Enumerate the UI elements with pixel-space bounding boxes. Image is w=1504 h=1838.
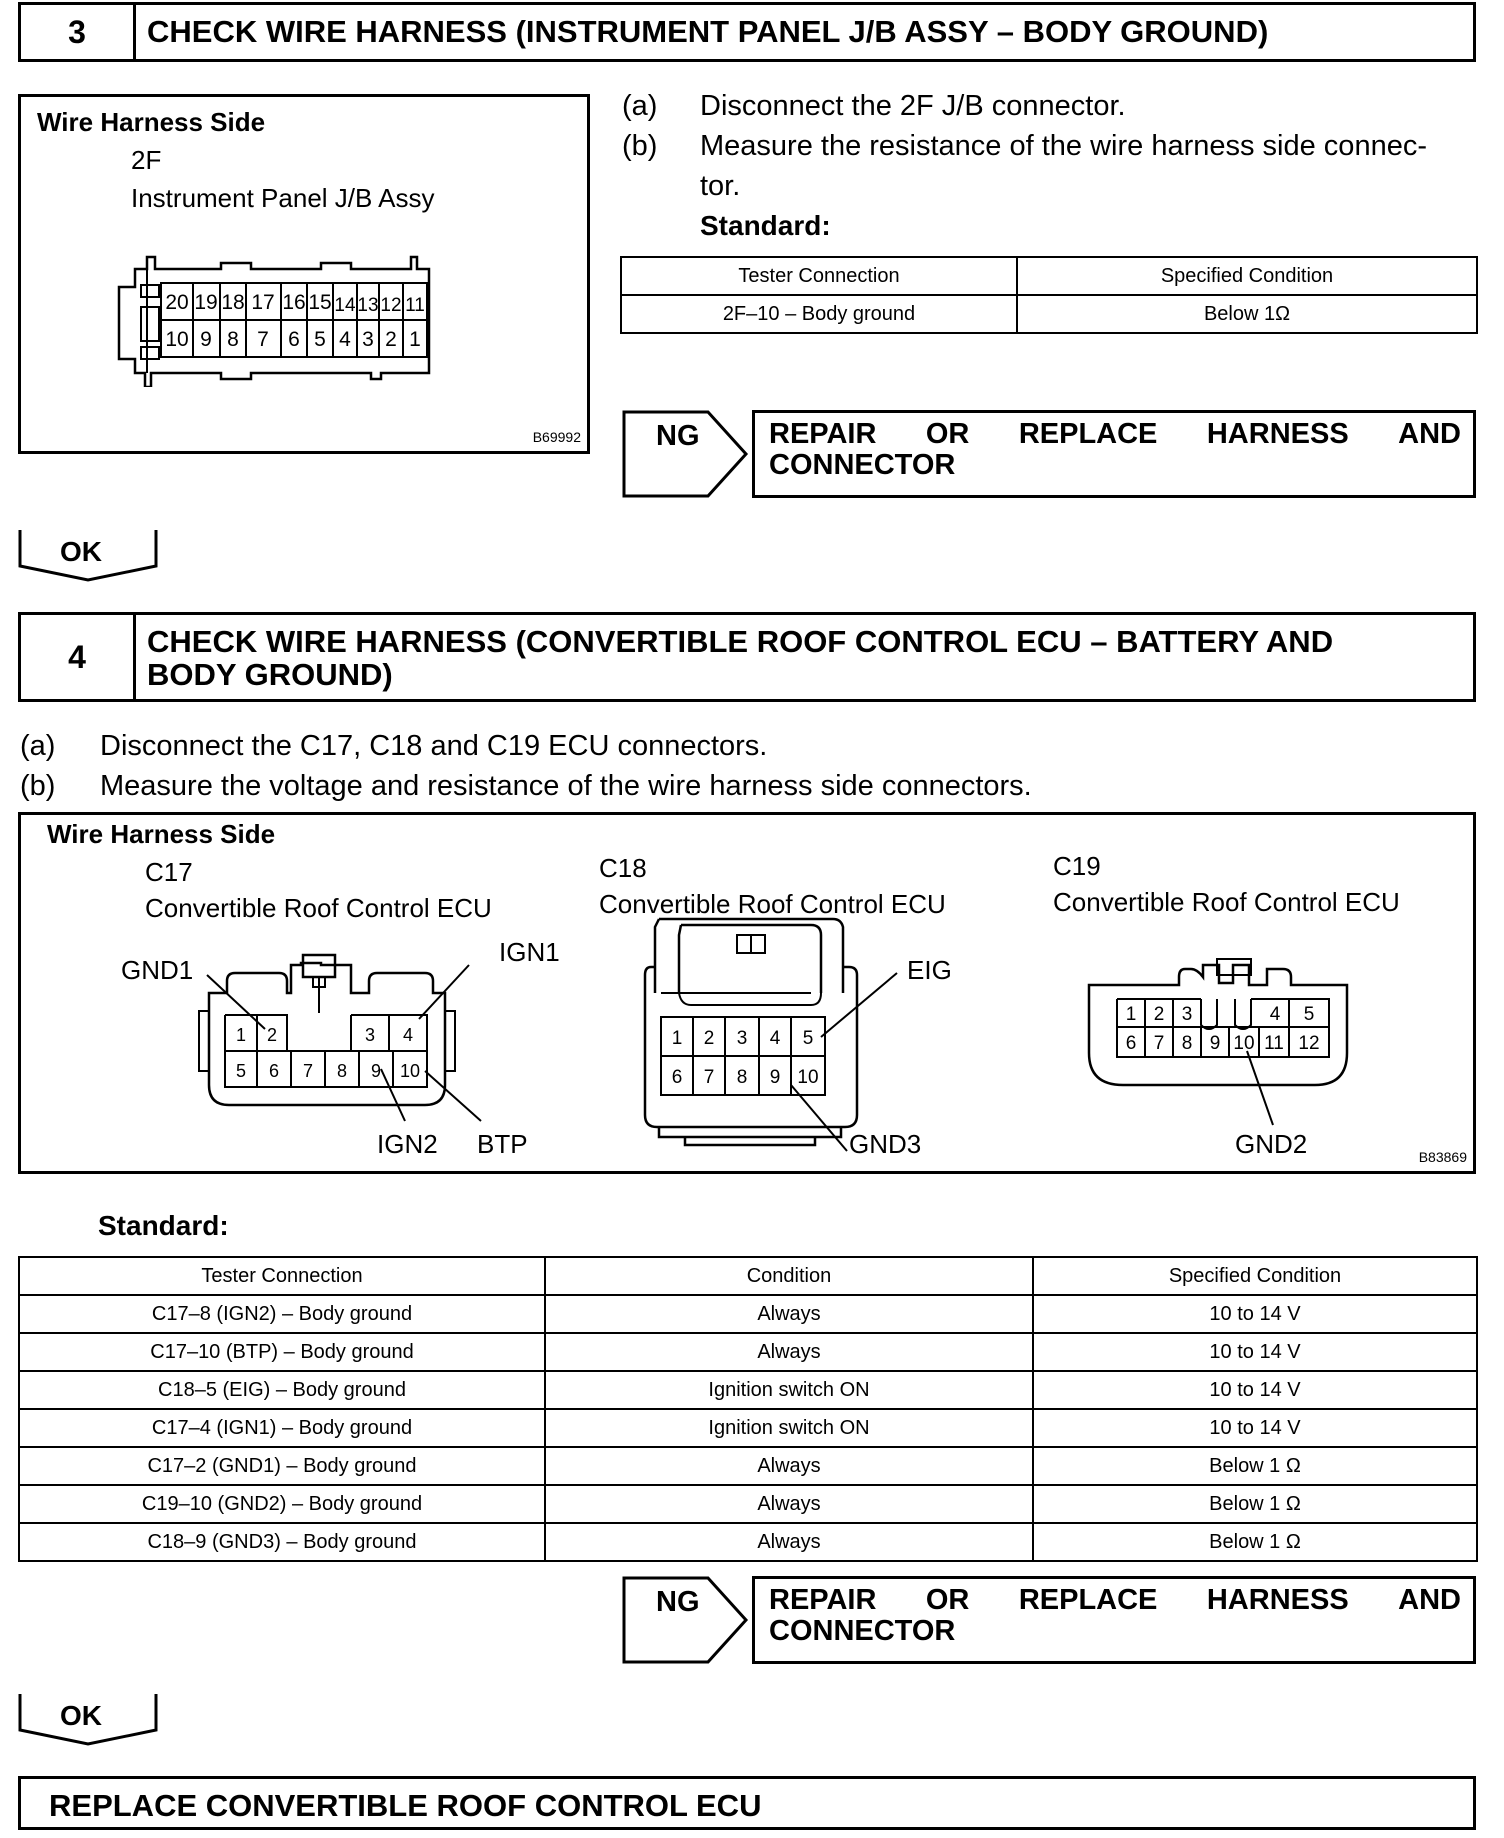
step3-a-text: Disconnect the 2F J/B connector. [700,90,1126,122]
pin-label: 9 [370,1061,382,1081]
step3-number: 3 [21,5,136,59]
pin-label: 6 [268,1061,280,1081]
table-cell: C17–10 (BTP) – Body ground [19,1333,545,1371]
step4-a-text: Disconnect the C17, C18 and C19 ECU connectors. [100,730,768,762]
pin-label: 3 [364,1025,376,1045]
step3-spec-table [620,256,1478,334]
ng-action-word: REPAIR [769,1584,877,1616]
figure-label: Wire Harness Side [37,107,266,137]
final-step-title: REPLACE CONVERTIBLE ROOF CONTROL ECU [49,1788,762,1823]
table-cell: Below 1Ω [1017,295,1477,333]
step4-header [18,612,1476,702]
table-cell: 10 to 14 V [1033,1409,1477,1447]
figure-code: B83869 [1418,1149,1467,1165]
pin-label: 4 [402,1025,414,1045]
pin-label: 8 [336,1061,348,1081]
ng-action-box [752,410,1476,498]
table-cell: Always [545,1485,1033,1523]
table-cell: 10 to 14 V [1033,1371,1477,1409]
connector-c17 [121,937,560,1159]
pin-label: 1 [235,1025,247,1045]
pin-label: 12 [1298,1033,1320,1054]
table-row [19,1447,1477,1485]
pin-label: 5 [802,1028,814,1049]
step4-a-marker: (a) [20,730,56,762]
table-row [19,1485,1477,1523]
step4-figure [18,812,1476,1174]
pin-label: 7 [302,1061,314,1081]
ng-action-word: OR [925,1584,970,1616]
table-cell: Always [545,1523,1033,1561]
pin-label: 6 [288,328,300,351]
c17-name: Convertible Roof Control ECU [145,893,492,923]
c18-code: C18 [599,853,647,883]
ng-action-word: HARNESS [1206,418,1349,450]
table-cell: Below 1 Ω [1033,1485,1477,1523]
step4-title-line1: CHECK WIRE HARNESS (CONVERTIBLE ROOF CONTROL ECU – BATTERY AND [147,624,1334,659]
final-step-box [18,1776,1476,1830]
pin-label: 9 [769,1067,781,1088]
connector-2f-diagram [111,247,531,387]
figure-label: Wire Harness Side [47,819,276,849]
pin-label: 10 [797,1067,819,1088]
callout-ign1: IGN1 [499,937,560,967]
step3-figure [18,94,590,454]
pin-label: 7 [257,328,269,351]
callout-eig: EIG [907,955,952,985]
step4-number: 4 [21,615,136,699]
pin-label: 2 [703,1028,715,1049]
table-cell: C19–10 (GND2) – Body ground [19,1485,545,1523]
ng-label: NG [656,420,700,452]
ng-action-word: AND [1398,418,1461,450]
pin-label: 20 [165,291,189,314]
step3-a-marker: (a) [622,90,658,122]
pin-label: 10 [1233,1033,1255,1054]
pin-label: 5 [235,1061,247,1081]
table-cell: Ignition switch ON [545,1409,1033,1447]
callout-gnd1: GND1 [121,955,194,985]
callout-btp: BTP [477,1129,528,1159]
pin-label: 13 [357,295,379,316]
pin-label: 8 [736,1067,748,1088]
table-cell: Always [545,1295,1033,1333]
table-cell: Always [545,1447,1033,1485]
connector-name: Instrument Panel J/B Assy [131,183,435,213]
ng-action-box [752,1576,1476,1664]
ng-action-word: HARNESS [1206,1584,1349,1616]
pin-label: 19 [194,291,218,314]
callout-ign2: IGN2 [377,1129,438,1159]
pin-label: 3 [1181,1004,1193,1025]
table-cell: C18–5 (EIG) – Body ground [19,1371,545,1409]
step3-title: CHECK WIRE HARNESS (INSTRUMENT PANEL J/B ASSY – BODY GROUND) [147,14,1269,49]
table-header: Tester Connection [621,257,1017,295]
ng-action-word: REPLACE [1018,1584,1158,1616]
step3-header [18,2,1476,62]
c19-code: C19 [1053,851,1101,881]
table-cell: 10 to 14 V [1033,1333,1477,1371]
table-cell: 10 to 14 V [1033,1295,1477,1333]
pin-label: 3 [362,328,374,351]
step3-standard-label: Standard: [700,210,831,241]
pin-label: 6 [671,1067,683,1088]
pin-label: 11 [1264,1033,1284,1054]
ng-action-word: REPLACE [1018,418,1158,450]
table-header: Specified Condition [1033,1257,1477,1295]
callout-gnd3: GND3 [849,1129,922,1159]
pin-label: 8 [1181,1033,1193,1054]
step3-b-text: Measure the resistance of the wire harness side connec- [700,130,1427,162]
table-header: Specified Condition [1017,257,1477,295]
table-row [19,1295,1477,1333]
callout-gnd2: GND2 [1235,1129,1308,1159]
pin-label: 9 [1209,1033,1221,1054]
pin-label: 5 [1303,1004,1315,1025]
pin-label: 4 [1269,1004,1281,1025]
pin-label: 18 [221,291,245,314]
pin-label: 1 [1125,1004,1137,1025]
pin-label: 14 [334,295,356,316]
c18-name: Convertible Roof Control ECU [599,889,946,919]
c17-code: C17 [145,857,193,887]
table-cell: Always [545,1333,1033,1371]
pin-label: 4 [769,1028,781,1049]
pin-label: 4 [339,328,351,351]
pin-label: 5 [314,328,326,351]
step4-title-line2: BODY GROUND) [147,657,393,692]
table-cell: C17–2 (GND1) – Body ground [19,1447,545,1485]
figure-code: B69992 [532,429,581,445]
ecu-connectors-diagram [21,815,1473,1171]
pin-label: 2 [385,328,397,351]
ng-action-word: REPAIR [769,418,877,450]
table-cell: 2F–10 – Body ground [621,295,1017,333]
pin-label: 1 [409,328,421,351]
step4-standard-label: Standard: [98,1210,229,1241]
ng-action-word: AND [1398,1584,1461,1616]
ok-label: OK [60,1700,102,1731]
pin-label: 3 [736,1028,748,1049]
ok-label: OK [60,536,102,567]
table-row [19,1333,1477,1371]
pin-label: 1 [671,1028,683,1049]
step3-b-text-cont: tor. [700,170,741,202]
table-cell: Below 1 Ω [1033,1447,1477,1485]
c19-name: Convertible Roof Control ECU [1053,887,1400,917]
table-cell: C17–4 (IGN1) – Body ground [19,1409,545,1447]
pin-label: 2 [266,1025,278,1045]
ng-label: NG [656,1586,700,1618]
ng-action-line2: CONNECTOR [769,1615,956,1647]
pin-label: 9 [200,328,212,351]
table-cell: Below 1 Ω [1033,1523,1477,1561]
pin-label: 11 [405,295,425,316]
pin-label: 10 [165,328,189,351]
step4-spec-table [18,1256,1478,1562]
table-row [19,1523,1477,1561]
table-cell: C18–9 (GND3) – Body ground [19,1523,545,1561]
ng-action-line2: CONNECTOR [769,449,956,481]
table-cell: Ignition switch ON [545,1371,1033,1409]
step4-b-marker: (b) [20,770,56,802]
pin-label: 17 [251,291,275,314]
table-header: Condition [545,1257,1033,1295]
pin-label: 7 [1153,1033,1165,1054]
pin-label: 8 [227,328,239,351]
pin-label: 15 [308,291,332,314]
connector-code: 2F [131,145,162,175]
table-cell: C17–8 (IGN2) – Body ground [19,1295,545,1333]
pin-label: 16 [282,291,306,314]
connector-c18 [645,919,952,1159]
table-header: Tester Connection [19,1257,545,1295]
pin-label: 12 [380,295,402,316]
pin-label: 7 [703,1067,715,1088]
pin-label: 10 [399,1061,421,1081]
step3-b-marker: (b) [622,130,658,162]
table-row [19,1371,1477,1409]
step4-b-text: Measure the voltage and resistance of the wire harness side connectors. [100,770,1032,802]
table-row [19,1409,1477,1447]
connector-c19 [1089,959,1347,1159]
ng-action-word: OR [925,418,970,450]
pin-label: 6 [1125,1033,1137,1054]
pin-label: 2 [1153,1004,1165,1025]
